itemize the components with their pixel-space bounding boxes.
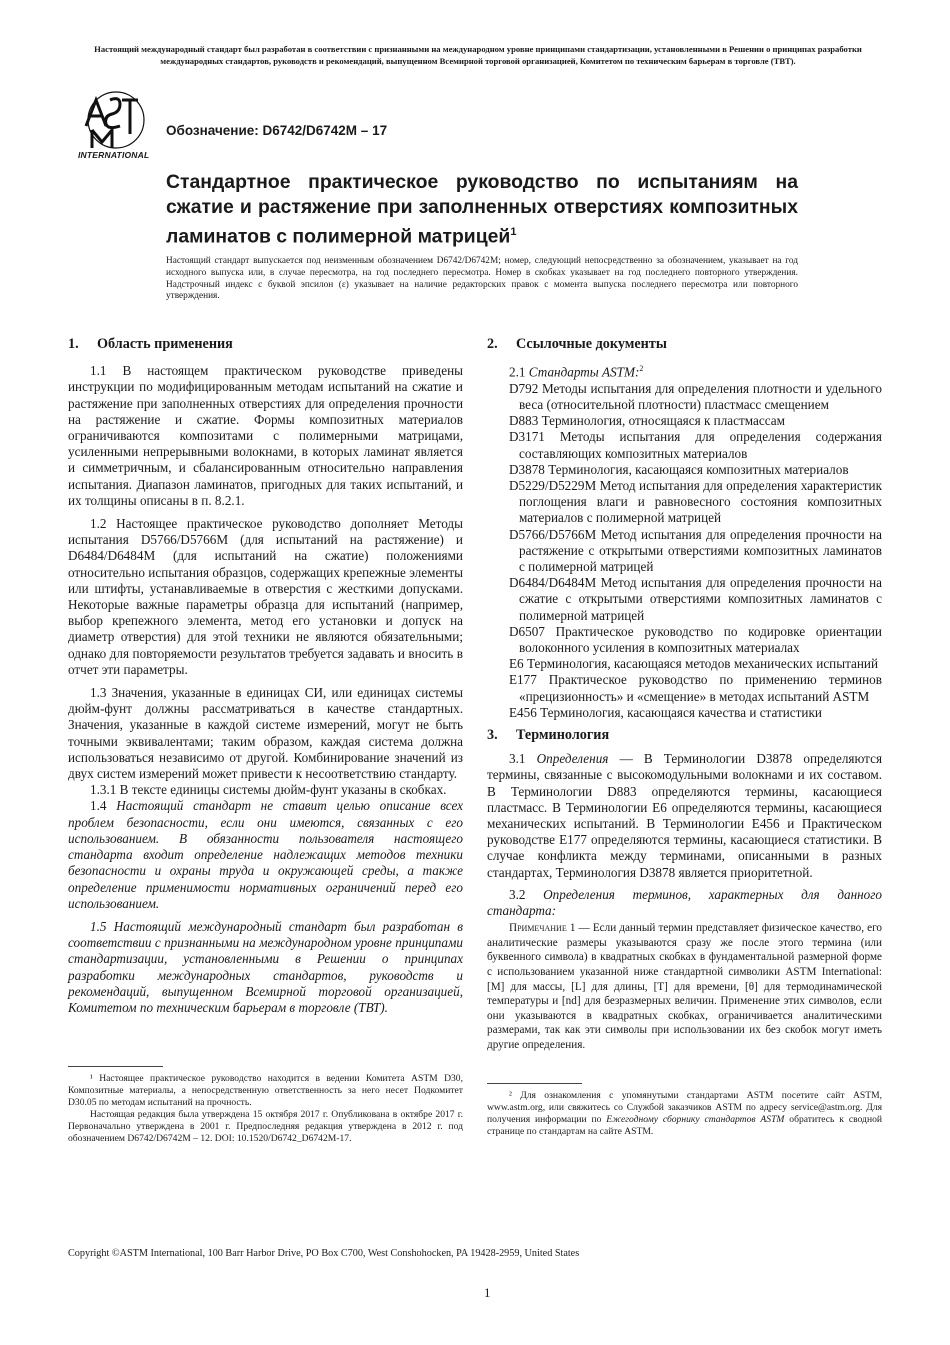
reference-item: D3171 Методы испытания для определения содержания составляющих композитных материалов <box>509 429 882 461</box>
reference-list <box>487 381 882 721</box>
footnote-1-revision: Настоящая редакция была утверждена 15 октября 2017 г. Опубликована в октябре 2017 г. Первоначально утверждена в 2001 г. Предпоследняя редакция утверждена в 2012 г. под обозначением D6742/D6742M – 12. DOI: 10.1520/D6742_D6742M-17. <box>68 1109 463 1145</box>
section1-heading: 1. Область применения <box>68 336 233 352</box>
reference-item: E177 Практическое руководство по применению терминов «прецизионность» и «смещение» в методах испытаний ASTM <box>509 672 882 704</box>
footnote-divider <box>487 1083 582 1084</box>
reference-item: D883 Терминология, относящаяся к пластмассам <box>509 413 785 429</box>
section2-heading: 2. Ссылочные документы <box>487 336 667 352</box>
reference-item: D5766/D5766M Метод испытания для определения прочности на растяжение с открытыми отверстиями композитных ламинатов с полимерной матрицей <box>509 526 882 575</box>
para-3-2: 3.2 Определения терминов, характерных для данного стандарта: <box>487 886 882 919</box>
reference-item: D6484/D6484M Метод испытания для определения прочности на сжатие с открытыми отверстиями композитных ламинатов с полимерной матрицей <box>509 575 882 623</box>
intro-note: Настоящий стандарт выпускается под неизменным обозначением D6742/D6742M; номер, следующий непосредственно за обозначением, указывает на год исходного выпуска или, в случае пересмотра, на год последнего пересмотра. Номер в скобках указывает на год последнего повторного утверждения. Надстрочный индекс с буквой эпсилон (ε) указывает на наличие редакторских правок с момента выпуска последнего пересмотра или повторного утверждения. <box>166 256 798 302</box>
para-1-4: 1.4 Настоящий стандарт не ставит целью описание всех проблем безопасности, если они имеются, связанных с его использованием. В обязанности пользователя настоящего стандарта входит определение надлежащих методов техники безопасности и охраны труда и окружающей среды, а также определение применимости нормативных ограничений перед его использованием. <box>68 798 464 911</box>
reference-item: E6 Терминология, касающаяся методов механических испытаний <box>509 656 879 672</box>
copyright: Copyright ©ASTM International, 100 Barr Harbor Drive, PO Box C700, West Conshohocken, PA 19428-2959, United States <box>68 1248 580 1259</box>
reference-item: D6507 Практическое руководство по кодировке ориентации волоконного усиления в композитных материалах <box>509 623 882 656</box>
footnote-2: ² Для ознакомления с упомянутыми стандартами ASTM посетите сайт ASTM, www.astm.org, или свяжитесь со Службой заказчиков ASTM по адресу service@astm.org. Для получения информации по Ежегодному сборнику стандартов ASTM обратитесь к сводной странице по стандартам на сайте ASTM. <box>487 1089 883 1137</box>
reference-item: D5229/D5229M Метод испытания для определения характеристик поглощения влаги и равновесного состояния композитных материалов с полимерной матрицей <box>509 478 882 526</box>
reference-item: D792 Методы испытания для определения плотности и удельного веса (относительной плотности) пластмасс смещением <box>509 380 882 412</box>
standard-notice: Настоящий международный стандарт был разработан в соответствии с признанными на международном уровне принципами стандартизации, установленными в Решении о принципах разработки международных стандартов, руководств и рекомендаций, выпущенном Всемирной торговой организацией, Комитетом по техническим барьерам в торговле (ТВТ). <box>94 44 862 66</box>
note-1: Примечание 1 — Если данный термин представляет физическое качество, его аналитические размеры указываются сразу же после этого термина (или буквенного символа) в квадратных скобках в фундаментальной размерной форме с использованием указанной ниже стандартной символики ASTM International: [M] для массы, [L] для длины, [T] для времени, [θ] для термодинамической температуры и [nd] для безразмерных величин. Применение этих символов, если они указываются в квадратных скобках, ограничивается аналитическими размерами, так как эти символы при использовании их без скобок могут иметь другие определения. <box>487 922 883 1052</box>
astm-logo <box>76 90 158 162</box>
para-2-1: 2.1 Стандарты ASTM:$^2$ <box>509 364 644 380</box>
para-1-1: 1.1 В настоящем практическом руководстве приведены инструкции по модифицированным методам испытаний на сжатие и растяжение при заполненных отверстиях для определения прочности на растяжение и сжатие. Формы композитных материалов ограничиваются композитами с полимерными матрицами, усиленными непрерывными волокнами, в которых ламинат является и симметричным, и сбалансированным относительно направления испытания. Диапазон ламинатов, пригодных для таких испытаний, и их толщины описаны в п. 8.2.1. <box>68 363 463 508</box>
logo-subtext: INTERNATIONAL <box>78 150 150 160</box>
para-1-3: 1.3 Значения, указанные в единицах СИ, или единицах системы дюйм-фунт должны рассматриваться в качестве стандартных. Значения, указанные в каждой системе измерений, могут не быть точными эквивалентами; таким образом, каждая система должна использоваться независимо от другой. Комбинирование значений из двух систем измерений может привести к несоответствию стандарту. <box>68 685 463 782</box>
reference-item: E456 Терминология, касающаяся качества и статистики <box>509 704 822 720</box>
para-3-1: 3.1 Определения — В Терминологии D3878 определяются термины, связанные с высокомодульными волокнами и их составом. В Терминологии D883 определяются термины, касающиеся пластмасс. В Терминологии E6 определяются термины, касающиеся механических испытаний. В Терминологии E456 и Практическом руководстве E177 определяются термины, касающиеся статистики. В случае конфликта между терминами, описанными в разных стандартах, Терминология D3878 является приоритетной. <box>487 751 883 880</box>
para-1-2: 1.2 Настоящее практическое руководство дополняет Методы испытания D5766/D5766M (для испытаний на растяжение) и D6484/D6484M (для испытаний на сжатие) положениями относительно испытания образцов, содержащих крепежные элементы или штифты, устанавливаемые в отверстия с жесткими допусками. Некоторые важные параметры образца для испытаний (например, выбор крепежного элемента, метод его установки и допуск на диаметр отверстия) для этой техники не являются обязательными; однако для повторяемости результатов требуется задавать и вносить в отчет эти параметры. <box>68 516 463 677</box>
page-title: Стандартное практическое руководство по испытаниям на сжатие и растяжение при заполненных отверстиях композитных ламинатов с полимерной матрицей$^1$ <box>166 171 798 248</box>
para-1-5: 1.5 Настоящий международный стандарт был разработан в соответствии с признанными на международном уровне принципами стандартизации, установленными в Решении о принципах разработки международных стандартов, руководств и рекомендаций, выпущенном Всемирной торговой организацией, Комитетом по техническим барьерам в торговле (ТВТ). <box>68 918 463 1015</box>
designation: Обозначение: D6742/D6742M – 17 <box>166 123 388 138</box>
footnote-1: ¹ Настоящее практическое руководство находится в ведении Комитета ASTM D30, Композитные материалы, а непосредственную ответственность за него несет Подкомитет D30.05 по методам испытаний на прочность. <box>68 1073 463 1109</box>
footnote-divider <box>68 1066 163 1067</box>
page-number: 1 <box>484 1285 491 1300</box>
right-column <box>487 336 882 1138</box>
section3-heading: 3. Терминология <box>487 727 610 744</box>
reference-item: D3878 Терминология, касающаяся композитных материалов <box>509 461 849 477</box>
left-column <box>68 336 463 1145</box>
para-1-3-1: 1.3.1 В тексте единицы системы дюйм-фунт указаны в скобках. <box>90 782 447 798</box>
